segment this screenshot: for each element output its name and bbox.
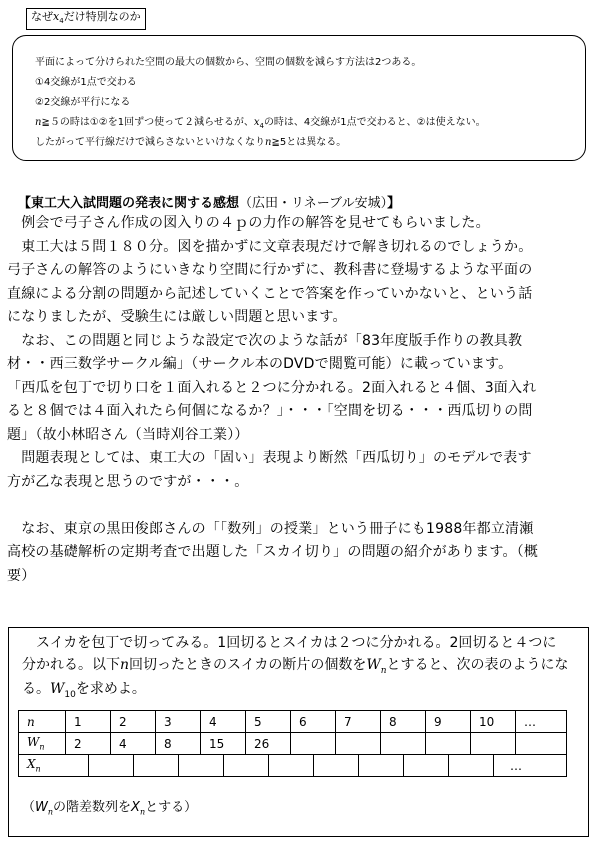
note-box [12, 35, 586, 161]
note-line-5-text-b: ≧5とは異なる。 [271, 137, 347, 148]
note-line-4-text-a: ≧５の時は①②を1回ずつ使って２減らせるが、 [41, 117, 254, 128]
table-cell [179, 755, 224, 777]
q-W10-sub: 10 [64, 689, 76, 700]
table-cell: 26 [246, 733, 291, 755]
table-cell: 4 [201, 711, 246, 733]
tn-mid: の階差数列を [53, 800, 132, 815]
table-footnote [22, 796, 197, 817]
table-cell [449, 755, 494, 777]
note-n-var: n [35, 117, 42, 128]
table-cell [269, 755, 314, 777]
tn-W-sub: n [47, 807, 54, 817]
table-cell: 4 [111, 733, 156, 755]
table-row-n [19, 711, 567, 733]
question-line-3 [22, 679, 146, 705]
table-cell: 2 [66, 733, 111, 755]
article-heading [18, 192, 400, 211]
table-cell [471, 733, 516, 755]
note-line-1: 平面によって分けられた空間の最大の個数から、空間の個数を減らす方法は2つある。 [35, 57, 422, 68]
q-W-var: W [366, 657, 381, 673]
table-cell [89, 755, 134, 777]
paragraph-line: 高校の基礎解析の定期考査で出題した「スカイ切り」の問題の紹介があります。（概 [7, 544, 539, 560]
q3-text-b: を求めよ。 [75, 681, 146, 697]
table-cell: 6 [291, 711, 336, 733]
tn-X: X [131, 800, 140, 815]
table-cell [359, 755, 404, 777]
note-line-5 [35, 137, 346, 149]
row-W-label-sub: n [39, 742, 45, 752]
row-X-label-text: X [27, 757, 36, 772]
row-W-label [19, 733, 66, 755]
note-x-var: x [253, 117, 260, 128]
row-n-label [19, 711, 66, 733]
table-cell [336, 733, 381, 755]
q-W10-var: W [50, 681, 65, 697]
sequence-table [18, 710, 567, 755]
table-cell [224, 755, 269, 777]
table-cell: 10 [471, 711, 516, 733]
note-line-4 [35, 117, 486, 132]
table-cell: 8 [156, 733, 201, 755]
heading-author: （広田・リネーブル安城） [239, 196, 388, 211]
note-x-sub: 4 [259, 122, 264, 130]
table-cell: 5 [246, 711, 291, 733]
table-cell: … [494, 755, 567, 777]
q-W-sub: n [380, 665, 387, 676]
paragraph-line: になりましたが、受験生には厳しい問題と思います。 [7, 309, 347, 325]
question-line-2 [22, 655, 569, 681]
row-X-label [19, 755, 89, 777]
paragraph-line: ると８個では４面入れたら何個になるか？」・・・「空間を切る・・・西瓜切りの問 [7, 403, 533, 419]
table-cell: 3 [156, 711, 201, 733]
heading-close: 】 [387, 196, 401, 211]
note-line-5-text-a: したがって平行線だけで減らさないといけなくなり [35, 137, 265, 148]
note-line-2: ①4交線が1点で交わる [35, 77, 137, 88]
title-var-sub: 4 [59, 17, 64, 26]
paragraph-line: 例会で弓子さん作成の図入りの４ｐの力作の解答を見せてもらいました。 [7, 215, 490, 231]
table-cell: 8 [381, 711, 426, 733]
note-line-3: ②2交線が平行になる [35, 97, 131, 108]
tn-X-sub: n [139, 807, 146, 817]
tn-open: （ [22, 800, 36, 815]
paragraph-line: 問題表現としては、東工大の「固い」表現より断然「西瓜切り」のモデルで表す [7, 450, 532, 466]
table-cell [134, 755, 179, 777]
paragraph-line: 方が乙な表現と思うのですが・・・。 [7, 473, 249, 490]
table-cell: 7 [336, 711, 381, 733]
section-title-box [26, 8, 146, 30]
table-cell [404, 755, 449, 777]
table-cell [381, 733, 426, 755]
table-cell: 1 [66, 711, 111, 733]
row-X-label-sub: n [35, 764, 41, 774]
paragraph-line: 直線による分割の問題から記述していくことで答案を作っていかないと、という話 [7, 285, 533, 302]
paragraph-line: 題」（故小林昭さん（当時刈谷工業）） [7, 426, 249, 443]
title-text-pre: なぜ [31, 10, 53, 23]
q-n-var: n [120, 657, 130, 673]
table-cell [314, 755, 359, 777]
table-cell: 15 [201, 733, 246, 755]
question-line-1: スイカを包丁で切ってみる。1回切るとスイカは２つに分かれる。2回切ると４つに [22, 635, 557, 651]
paragraph-line: 東工大は５問１８０分。図を描かずに文章表現だけで解き切れるのでしょうか。 [7, 238, 533, 255]
table-row-W [19, 733, 567, 755]
q2-text-a: 分かれる。以下 [22, 657, 120, 673]
paragraph-line: なお、この問題と同じような設定で次のような話が「83年度版手作りの教具教 [7, 332, 523, 349]
table-cell: … [516, 711, 567, 733]
table-cell: 9 [426, 711, 471, 733]
table-cell [291, 733, 336, 755]
paragraph-line: 「西瓜を包丁で切り口を１面入れると２つに分かれる。2面入れると４個、3面入れ [7, 379, 537, 396]
paragraph-line: 材・・西三数学サークル編」（サークル本のDVDで閲覧可能）に載っています。 [7, 356, 513, 372]
tn-close: とする） [145, 800, 198, 815]
title-var: x [53, 10, 60, 23]
table-cell: 2 [111, 711, 156, 733]
tn-W: W [35, 800, 48, 815]
row-W-label-text: W [27, 735, 40, 750]
table-cell [516, 733, 567, 755]
title-text-post: だけ特別なのか [63, 10, 141, 23]
difference-table [18, 754, 567, 777]
q2-text-c: とすると、次の表のようにな [386, 657, 569, 673]
row-n-label-text: n [27, 714, 35, 729]
note-n-var-2: n [265, 137, 272, 148]
paragraph-line: なお、東京の黒田俊郎さんの「「数列」の授業」という冊子にも1988年都立清瀬 [7, 520, 534, 537]
q3-text-a: る。 [22, 681, 50, 697]
table-row-X [19, 755, 567, 777]
paragraph-line: 要） [7, 567, 36, 584]
table-cell [426, 733, 471, 755]
q2-text-b: 回切ったときのスイカの断片の個数を [129, 657, 367, 673]
note-line-4-text-b: の時は、4交線が1点で交わると、②は使えない。 [263, 117, 486, 128]
heading-main: 【東工大入試問題の発表に関する感想 [18, 196, 240, 211]
paragraph-line: 弓子さんの解答のようにいきなり空間に行かずに、教科書に登場するような平面の [7, 262, 533, 278]
